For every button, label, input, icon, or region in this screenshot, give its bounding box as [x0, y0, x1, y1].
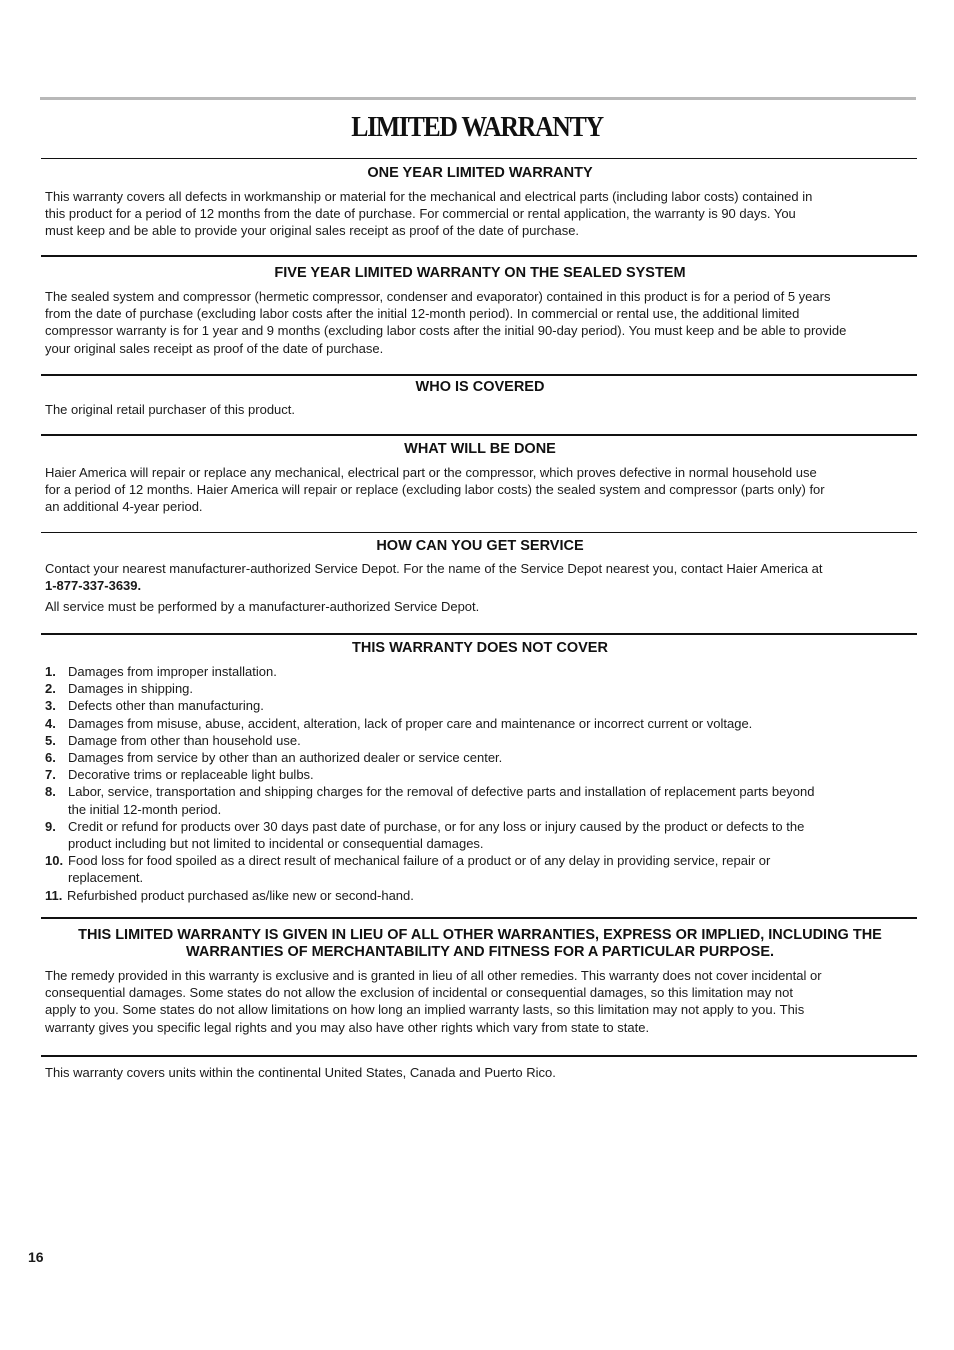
item-text: Damages in shipping. [68, 681, 194, 697]
who-covered-heading: WHO IS COVERED [415, 379, 545, 395]
item-number: 11. [45, 887, 63, 903]
heading-line: WARRANTIES OF MERCHANTABILITY AND FITNESS FOR A PARTICULAR PURPOSE. [185, 944, 775, 960]
section-divider [41, 532, 917, 533]
item-text: replacement. [68, 870, 144, 886]
section-divider [41, 255, 917, 257]
text-line: your original sales receipt as proof of the date of purchase. [45, 340, 384, 356]
section-divider [41, 434, 917, 436]
service-body [45, 560, 915, 616]
list-item [45, 732, 905, 749]
item-text: Labor, service, transportation and shipping charges for the removal of defective parts and installation of replacement parts beyond [68, 784, 815, 800]
list-item [45, 818, 905, 852]
item-number: 5. [45, 732, 56, 748]
item-text: Damage from other than household use. [68, 732, 301, 748]
section-divider [41, 917, 917, 919]
item-number: 7. [45, 767, 56, 783]
item-text: Refurbished product purchased as/like new or second-hand. [67, 887, 414, 903]
item-text: Defects other than manufacturing. [68, 698, 264, 714]
text-line: All service must be performed by a manufacturer-authorized Service Depot. [45, 599, 480, 615]
in-lieu-body [45, 967, 915, 1036]
item-text: the initial 12-month period. [68, 801, 222, 817]
coverage-area-text: This warranty covers units within the continental United States, Canada and Puerto Rico. [45, 1065, 556, 1080]
who-covered-body: The original retail purchaser of this product. [45, 402, 296, 417]
item-text: Damages from improper installation. [68, 664, 277, 679]
text-line: This warranty covers all defects in workmanship or material for the mechanical and electrical parts (including labor costs) contained in [45, 189, 813, 204]
text-line: for a period of 12 months. Haier America will repair or replace (excluding labor costs) the sealed system and compressor (parts only) for [45, 482, 825, 498]
text-line: warranty gives you specific legal rights and you may also have other rights which vary from state to state. [45, 1019, 650, 1035]
list-item [45, 766, 905, 783]
item-number: 10. [45, 853, 64, 869]
text-line: The sealed system and compressor (hermetic compressor, condenser and evaporator) contained in this product is for a period of 5 years [45, 289, 831, 304]
top-divider [40, 97, 916, 100]
section-divider [41, 1055, 917, 1057]
section-divider [41, 633, 917, 635]
service-heading: HOW CAN YOU GET SERVICE [376, 538, 584, 554]
item-text: Damages from service by other than an authorized dealer or service center. [68, 750, 503, 766]
text-line: The remedy provided in this warranty is exclusive and is granted in lieu of all other remedies. This warranty does not cover incidental or [45, 968, 822, 983]
item-number: 1. [45, 664, 56, 679]
text-line: consequential damages. Some states do not allow the exclusion of incidental or consequential damages, so this limitation may not [45, 985, 793, 1001]
text-line: compressor warranty is for 1 year and 9 months (excluding labor costs after the initial 90-day period). You must keep and be able to provide [45, 323, 847, 339]
five-year-body [45, 288, 915, 357]
item-text: Food loss for food spoiled as a direct result of mechanical failure of a product or of any delay in providing service, repair or [68, 853, 771, 869]
text-line: this product for a period of 12 months from the date of purchase. For commercial or rental application, the warranty is 90 days. You [45, 206, 796, 222]
section-divider [41, 158, 917, 159]
list-item [45, 663, 905, 680]
list-item [45, 749, 905, 766]
service-phone: 1-877-337-3639. [45, 578, 142, 594]
text-line: must keep and be able to provide your original sales receipt as proof of the date of purchase. [45, 223, 580, 239]
item-number: 2. [45, 681, 56, 697]
item-text: Decorative trims or replaceable light bulbs. [68, 767, 314, 783]
in-lieu-heading [41, 927, 919, 961]
text-line: an additional 4-year period. [45, 499, 203, 515]
list-item [45, 783, 905, 817]
text-line: Contact your nearest manufacturer-authorized Service Depot. For the name of the Service Depot nearest you, contact Haier America at [45, 561, 823, 576]
not-cover-heading: THIS WARRANTY DOES NOT COVER [352, 640, 608, 656]
list-item [45, 887, 905, 904]
exclusions-list [45, 663, 905, 904]
text-line: Haier America will repair or replace any mechanical, electrical part or the compressor, which proves defective in normal household use [45, 465, 817, 480]
section-divider [41, 374, 917, 376]
list-item [45, 852, 905, 886]
list-item [45, 697, 905, 714]
item-number: 4. [45, 715, 56, 731]
page-title: LIMITED WARRANTY [351, 112, 603, 143]
what-done-body [45, 464, 915, 516]
item-number: 3. [45, 698, 56, 714]
text-line: apply to you. Some states do not allow limitations on how long an implied warranty lasts, so this limitation may not apply to you. This [45, 1002, 805, 1018]
page-number: 16 [28, 1249, 44, 1265]
one-year-heading: ONE YEAR LIMITED WARRANTY [367, 165, 593, 181]
item-number: 6. [45, 750, 56, 766]
five-year-heading: FIVE YEAR LIMITED WARRANTY ON THE SEALED SYSTEM [274, 265, 686, 281]
text-line: from the date of purchase (excluding labor costs after the initial 12-month period). In commercial or rental use, the additional limited [45, 306, 800, 322]
item-number: 9. [45, 818, 56, 834]
one-year-body [45, 188, 915, 240]
heading-line: THIS LIMITED WARRANTY IS GIVEN IN LIEU OF ALL OTHER WARRANTIES, EXPRESS OR IMPLIED, INCLUDING THE [78, 927, 882, 943]
list-item [45, 715, 905, 732]
item-number: 8. [45, 784, 56, 800]
item-text: Damages from misuse, abuse, accident, alteration, lack of proper care and maintenance or incorrect current or voltage. [68, 715, 753, 731]
what-done-heading: WHAT WILL BE DONE [404, 441, 556, 457]
list-item [45, 680, 905, 697]
item-text: Credit or refund for products over 30 days past date of purchase, or for any loss or injury caused by the product or defects to the [68, 818, 805, 834]
item-text: product including but not limited to incidental or consequential damages. [68, 836, 484, 852]
